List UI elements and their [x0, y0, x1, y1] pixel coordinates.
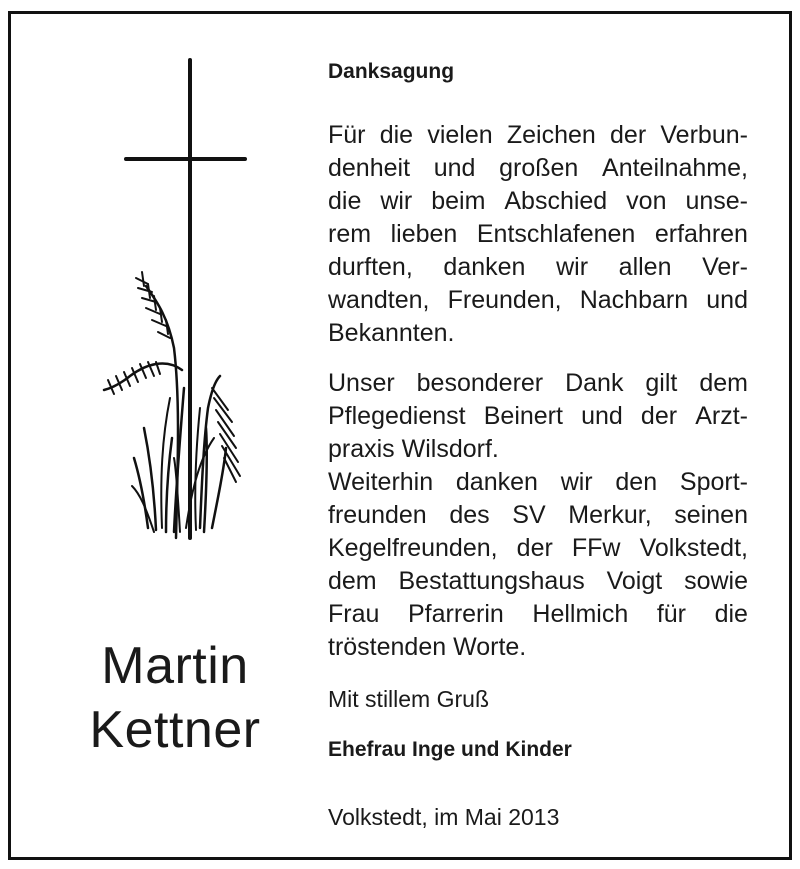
paragraph-line	[328, 218, 748, 251]
word: Bestattungshaus	[398, 567, 585, 595]
paragraph-line	[328, 185, 748, 218]
word: wir	[556, 253, 589, 281]
word: FFw	[571, 534, 621, 562]
word: Hellmich	[532, 600, 629, 628]
word: Weiterhin	[328, 468, 434, 496]
paragraph-line	[328, 251, 748, 284]
word: Arzt-	[695, 402, 748, 430]
paragraph-line	[328, 119, 748, 152]
word: Volkstedt,	[639, 534, 748, 562]
paragraph-line	[328, 466, 748, 499]
word: und	[581, 402, 623, 430]
greeting: Mit stillem Gruß	[328, 686, 489, 712]
deceased-first-name: Martin	[101, 637, 249, 695]
word: von	[626, 187, 667, 215]
paragraph-line	[328, 499, 748, 532]
paragraph-line: praxis Wilsdorf.	[328, 435, 499, 463]
word: dem	[328, 567, 377, 595]
word: die	[379, 121, 414, 149]
notice-heading: Danksagung	[328, 60, 455, 83]
word: wir	[380, 187, 413, 215]
word: durften,	[328, 253, 413, 281]
word: lieben	[390, 220, 458, 248]
word: Verbun-	[660, 121, 748, 149]
word: danken	[455, 468, 538, 496]
word: Für	[328, 121, 366, 149]
word: vielen	[427, 121, 493, 149]
word: denheit	[328, 154, 411, 182]
word: seinen	[674, 501, 748, 529]
word: Zeichen	[506, 121, 596, 149]
word: dem	[699, 369, 748, 397]
word: und	[433, 154, 476, 182]
signature: Ehefrau Inge und Kinder	[328, 738, 572, 761]
word: Dank	[565, 369, 624, 397]
word: wir	[560, 468, 593, 496]
thanks-paragraph-1	[328, 119, 748, 350]
word: unse-	[685, 187, 748, 215]
word: Sport-	[679, 468, 748, 496]
word: wandten,	[328, 286, 430, 314]
word: Unser	[328, 369, 395, 397]
word: SV	[512, 501, 546, 529]
word: Nachbarn	[579, 286, 689, 314]
place-date: Volkstedt, im Mai 2013	[328, 804, 560, 830]
paragraph-line	[328, 532, 748, 565]
word: großen	[499, 154, 579, 182]
paragraph-line: Bekannten.	[328, 319, 455, 347]
thanks-paragraph-2	[328, 367, 748, 664]
word: Merkur,	[568, 501, 652, 529]
paragraph-line	[328, 284, 748, 317]
word: gilt	[645, 369, 678, 397]
word: beim	[431, 187, 486, 215]
paragraph-line	[328, 152, 748, 185]
word: Ver-	[702, 253, 748, 281]
word: für	[656, 600, 687, 628]
word: Anteilnahme,	[602, 154, 748, 182]
paragraph-line	[328, 598, 748, 631]
word: Abschied	[504, 187, 608, 215]
word: der	[640, 402, 678, 430]
word: rem	[328, 220, 372, 248]
word: Beinert	[483, 402, 563, 430]
word: den	[615, 468, 658, 496]
word: Pfarrerin	[407, 600, 504, 628]
word: erfahren	[654, 220, 748, 248]
word: und	[706, 286, 748, 314]
word: des	[449, 501, 490, 529]
word: Voigt	[606, 567, 663, 595]
deceased-last-name: Kettner	[89, 701, 261, 759]
word: Frau	[328, 600, 380, 628]
cross-and-grain-icon	[96, 58, 256, 540]
word: besonderer	[416, 369, 544, 397]
word: der	[610, 121, 647, 149]
word: Entschlafenen	[476, 220, 636, 248]
word: die	[328, 187, 362, 215]
word: Kegelfreunden,	[328, 534, 498, 562]
paragraph-line	[328, 367, 748, 400]
paragraph-line	[328, 565, 748, 598]
word: allen	[618, 253, 672, 281]
paragraph-line	[328, 400, 748, 433]
word: die	[714, 600, 748, 628]
word: sowie	[684, 567, 748, 595]
word: freunden	[328, 501, 427, 529]
word: danken	[443, 253, 526, 281]
word: der	[516, 534, 553, 562]
word: Freunden,	[447, 286, 562, 314]
paragraph-line: tröstenden Worte.	[328, 633, 527, 661]
word: Pflegedienst	[328, 402, 466, 430]
